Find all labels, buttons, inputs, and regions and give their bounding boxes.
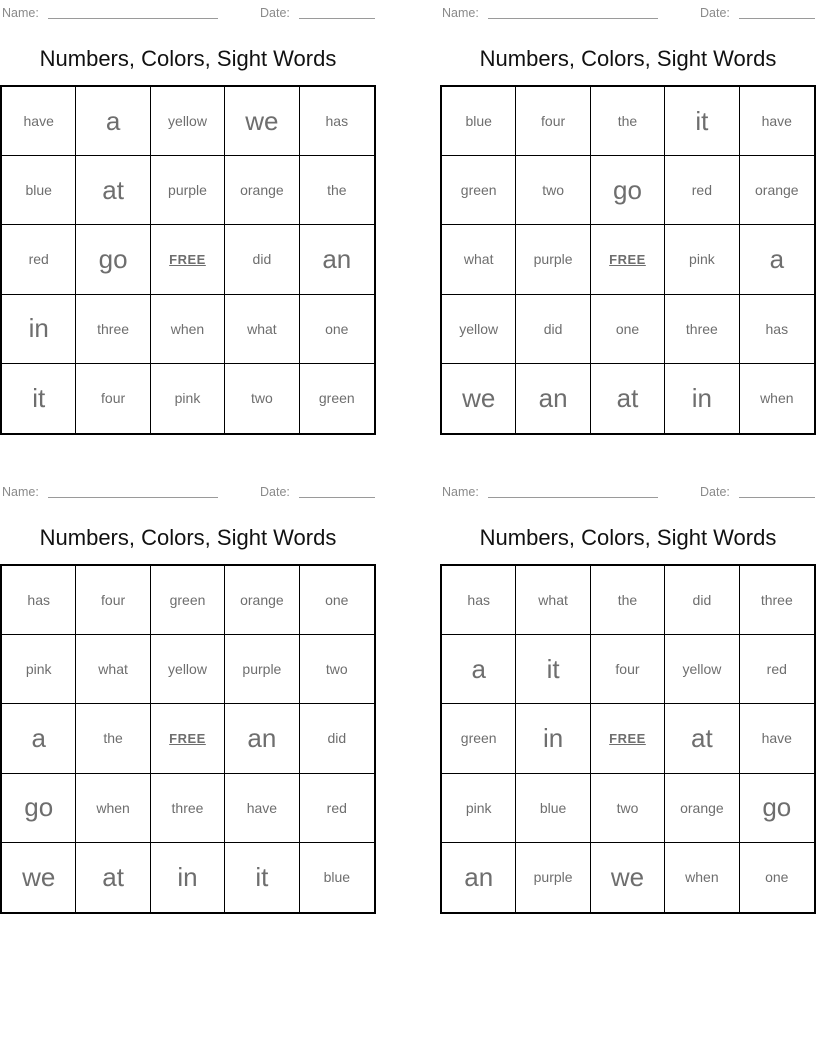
bingo-cell: red [2, 225, 76, 294]
bingo-grid [440, 564, 816, 914]
bingo-cell: the [300, 156, 374, 225]
bingo-cell: yellow [442, 295, 516, 364]
date-blank-line [299, 497, 375, 498]
bingo-cell: one [765, 869, 789, 886]
bingo-grid [0, 85, 376, 435]
bingo-cell: two [225, 364, 299, 433]
bingo-cell: purple [516, 225, 590, 294]
bingo-cell: have [225, 774, 299, 843]
bingo-cell: red [300, 774, 374, 843]
bingo-cell: orange [225, 566, 299, 635]
bingo-cell: green [151, 566, 225, 635]
free-cell: FREE [591, 225, 665, 294]
bingo-cell: two [516, 156, 590, 225]
card-header [440, 4, 816, 22]
bingo-cell: it [665, 87, 739, 156]
bingo-cell: in [665, 364, 739, 433]
bingo-cell: has [300, 87, 374, 156]
name-blank-line [488, 18, 658, 19]
bingo-cell: purple [225, 635, 299, 704]
name-label: Name: [442, 485, 479, 499]
bingo-cell: go [740, 774, 814, 843]
date-label: Date: [260, 6, 290, 20]
bingo-card-bottom-right [440, 483, 816, 914]
bingo-cell: in [151, 843, 225, 912]
bingo-cell: did [516, 295, 590, 364]
bingo-cell: four [516, 87, 590, 156]
bingo-cell: go [2, 774, 76, 843]
bingo-cell: three [740, 566, 814, 635]
bingo-cell: what [225, 295, 299, 364]
bingo-cell: go [591, 156, 665, 225]
card-title: Numbers, Colors, Sight Words [39, 46, 337, 71]
bingo-cell: have [740, 704, 814, 773]
bingo-cell: two [591, 774, 665, 843]
date-blank-line [299, 18, 375, 19]
bingo-cell: yellow [151, 87, 225, 156]
bingo-cell: we [2, 843, 76, 912]
bingo-cell: a [442, 635, 516, 704]
bingo-cell: purple [151, 156, 225, 225]
bingo-cell: orange [225, 156, 299, 225]
bingo-card-top-left [0, 4, 376, 435]
bingo-cell: orange [665, 774, 739, 843]
bingo-cell: what [516, 566, 590, 635]
bingo-cell: did [225, 225, 299, 294]
date-blank-line [739, 497, 815, 498]
bingo-card-top-right [440, 4, 816, 435]
bingo-cell: four [76, 566, 150, 635]
name-blank-line [48, 18, 218, 19]
bingo-cell: have [740, 87, 814, 156]
bingo-cell: three [151, 774, 225, 843]
bingo-cell: the [76, 704, 150, 773]
date-label: Date: [260, 485, 290, 499]
bingo-cell: when [76, 774, 150, 843]
bingo-cell: orange [740, 156, 814, 225]
bingo-cell: purple [516, 843, 590, 912]
bingo-cell: one [300, 295, 374, 364]
bingo-cell: it [516, 635, 590, 704]
bingo-cell: yellow [151, 635, 225, 704]
name-label: Name: [442, 6, 479, 20]
bingo-card-bottom-left [0, 483, 376, 914]
bingo-cell: at [76, 843, 150, 912]
bingo-cell: green [318, 390, 355, 407]
bingo-cell: when [151, 295, 225, 364]
bingo-cell: an [442, 843, 516, 912]
bingo-cell: the [591, 87, 665, 156]
bingo-cell: three [665, 295, 739, 364]
bingo-cell: has [740, 295, 814, 364]
bingo-cell: has [442, 566, 516, 635]
bingo-cell: an [225, 704, 299, 773]
bingo-cell: when [760, 390, 794, 407]
bingo-cell: what [442, 225, 516, 294]
bingo-cell: an [516, 364, 590, 433]
bingo-cell: three [76, 295, 150, 364]
card-title: Numbers, Colors, Sight Words [39, 525, 337, 550]
bingo-cell: two [300, 635, 374, 704]
bingo-cell: one [591, 295, 665, 364]
bingo-grid [440, 85, 816, 435]
name-blank-line [488, 497, 658, 498]
bingo-cell: we [225, 87, 299, 156]
bingo-cell: at [591, 364, 665, 433]
bingo-cell: four [76, 364, 150, 433]
bingo-cell: pink [442, 774, 516, 843]
bingo-cell: it [2, 364, 76, 433]
card-header [0, 4, 376, 22]
name-label: Name: [2, 485, 39, 499]
bingo-cell: four [591, 635, 665, 704]
free-cell: FREE [151, 225, 225, 294]
bingo-cell: has [2, 566, 76, 635]
bingo-cell: blue [323, 869, 351, 886]
date-label: Date: [700, 485, 730, 499]
bingo-cell: red [665, 156, 739, 225]
bingo-cell: an [300, 225, 374, 294]
bingo-cell: a [2, 704, 76, 773]
bingo-cell: a [76, 87, 150, 156]
bingo-cell: we [591, 843, 665, 912]
bingo-cell: blue [516, 774, 590, 843]
bingo-cell: go [76, 225, 150, 294]
bingo-cell: blue [442, 87, 516, 156]
bingo-cell: a [740, 225, 814, 294]
bingo-cell: have [2, 87, 76, 156]
bingo-cell: did [300, 704, 374, 773]
date-blank-line [739, 18, 815, 19]
bingo-cell: green [442, 156, 516, 225]
bingo-cell: pink [2, 635, 76, 704]
bingo-cell: pink [665, 225, 739, 294]
name-label: Name: [2, 6, 39, 20]
bingo-cell: it [225, 843, 299, 912]
name-blank-line [48, 497, 218, 498]
bingo-cell: one [300, 566, 374, 635]
card-title: Numbers, Colors, Sight Words [479, 525, 777, 550]
bingo-cell: in [516, 704, 590, 773]
bingo-cell: we [442, 364, 516, 433]
card-header [0, 483, 376, 501]
bingo-cell: the [591, 566, 665, 635]
bingo-cell: when [665, 843, 739, 912]
bingo-cell: did [665, 566, 739, 635]
bingo-cell: green [442, 704, 516, 773]
free-cell: FREE [591, 704, 665, 773]
card-title: Numbers, Colors, Sight Words [479, 46, 777, 71]
date-label: Date: [700, 6, 730, 20]
free-cell: FREE [151, 704, 225, 773]
bingo-cell: what [76, 635, 150, 704]
bingo-cell: at [76, 156, 150, 225]
bingo-cell: red [740, 635, 814, 704]
bingo-grid [0, 564, 376, 914]
bingo-cell: yellow [665, 635, 739, 704]
bingo-cell: in [2, 295, 76, 364]
bingo-cell: pink [151, 364, 225, 433]
card-header [440, 483, 816, 501]
bingo-cell: at [665, 704, 739, 773]
bingo-cell: blue [2, 156, 76, 225]
